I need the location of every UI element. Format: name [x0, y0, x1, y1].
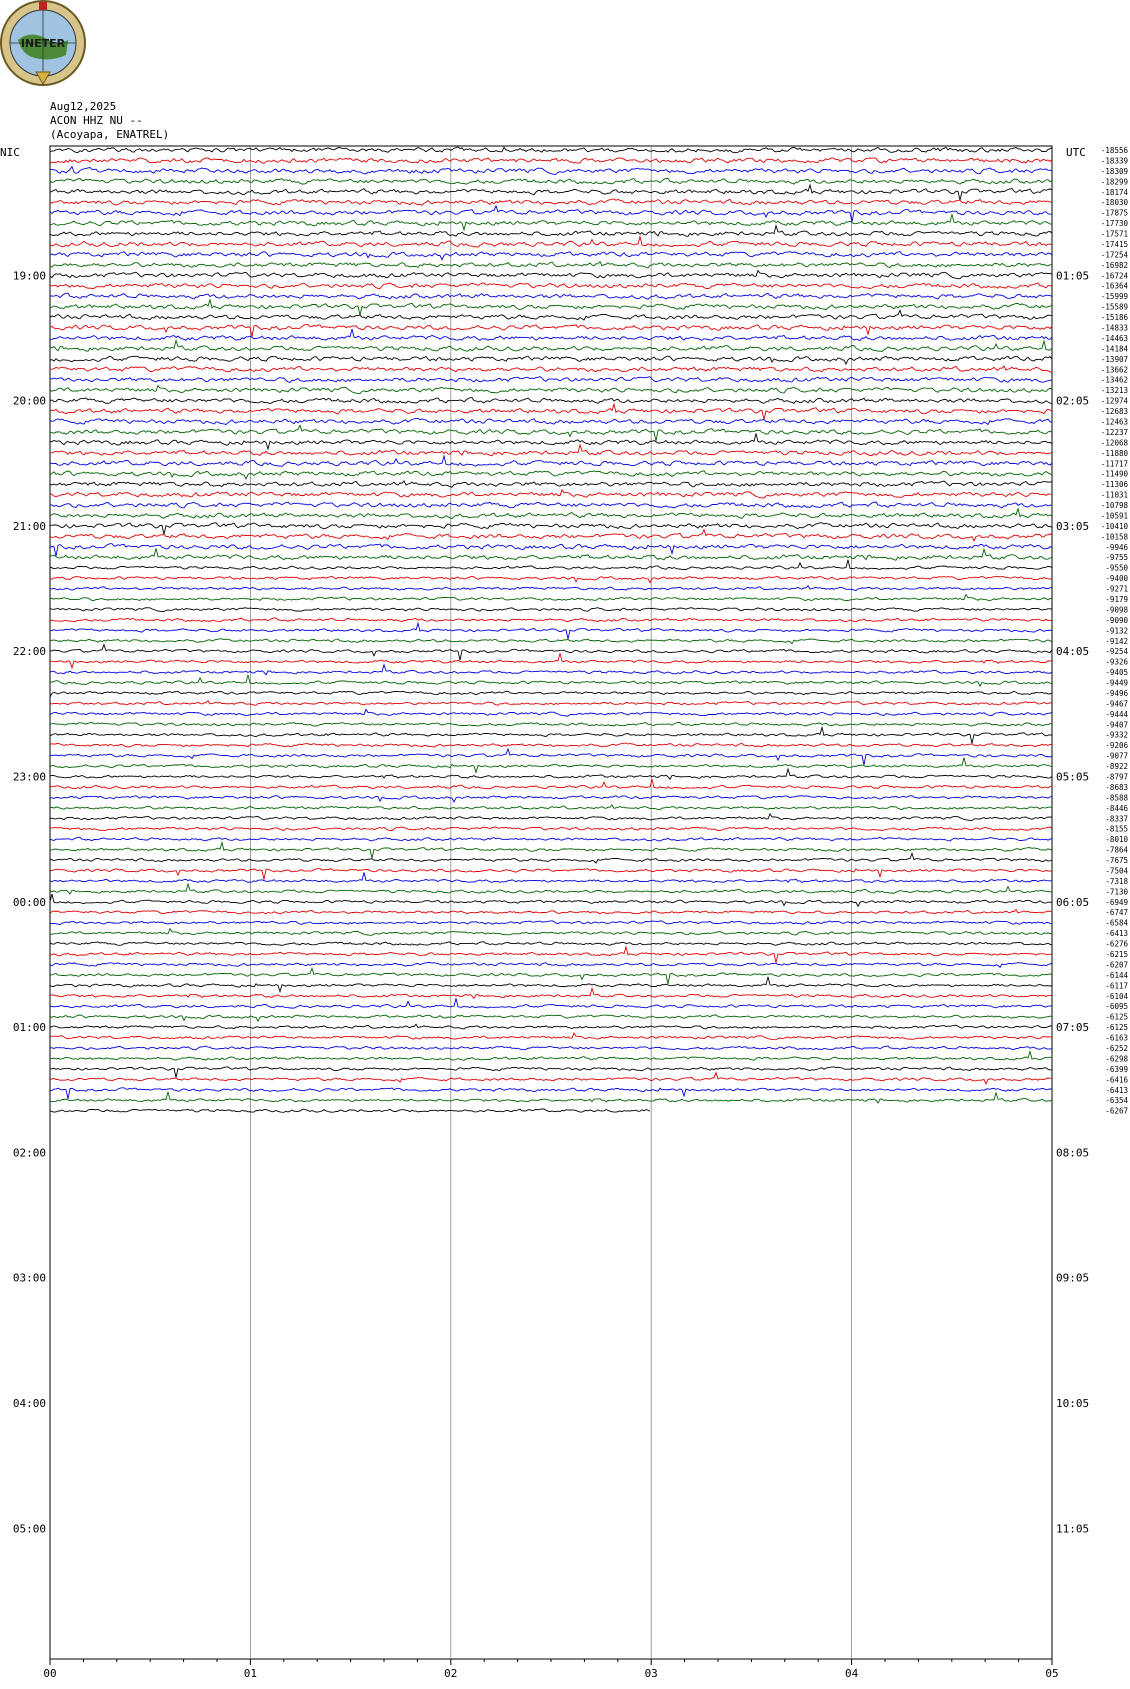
seismic-trace — [50, 977, 1052, 992]
seismic-trace — [50, 595, 1052, 601]
utc-hour-label: 07:05 — [1056, 1021, 1090, 1035]
seismic-trace — [50, 530, 1052, 541]
seismic-trace — [50, 618, 1052, 622]
seismic-trace — [50, 324, 1052, 336]
seismic-trace — [50, 728, 1052, 744]
trace-offset-label: -14833 — [1100, 323, 1128, 333]
trace-offset-label: -6125 — [1105, 1023, 1128, 1033]
seismic-trace — [50, 456, 1052, 466]
seismic-trace — [50, 1051, 1052, 1060]
nic-axis-title: NIC — [0, 146, 20, 159]
trace-offset-label: -6117 — [1105, 981, 1128, 991]
trace-offset-label: -6125 — [1105, 1012, 1128, 1022]
trace-offset-label: -12463 — [1100, 417, 1128, 427]
trace-offset-label: -9946 — [1105, 542, 1128, 552]
seismic-trace — [50, 158, 1052, 164]
trace-offset-label: -11306 — [1100, 480, 1128, 490]
trace-offset-label: -12237 — [1100, 427, 1128, 437]
utc-hour-label: 04:05 — [1056, 645, 1090, 659]
seismic-trace — [50, 560, 1052, 570]
seismic-trace — [50, 404, 1052, 419]
trace-offset-label: -6298 — [1105, 1054, 1128, 1064]
nic-hour-label: 20:00 — [12, 394, 46, 408]
x-tick-label: 04 — [844, 1667, 859, 1680]
seismic-trace — [50, 758, 1052, 773]
seismic-trace — [50, 523, 1052, 535]
trace-offset-label: -8010 — [1105, 835, 1128, 845]
seismic-trace — [50, 341, 1052, 352]
seismic-trace — [50, 988, 1052, 998]
footer-division — [20, 1672, 34, 1682]
trace-offset-label: -9332 — [1105, 730, 1128, 740]
utc-hour-label: 06:05 — [1056, 895, 1090, 909]
x-tick-label: 03 — [644, 1667, 658, 1680]
seismic-trace — [50, 398, 1052, 404]
x-tick-label: 02 — [444, 1667, 458, 1680]
trace-offset-label: -6416 — [1105, 1075, 1128, 1085]
seismic-trace — [50, 769, 1052, 779]
seismic-trace — [50, 1109, 650, 1112]
utc-hour-label: 09:05 — [1056, 1271, 1090, 1285]
seismic-trace — [50, 262, 1052, 268]
trace-offset-label: -14184 — [1100, 344, 1128, 354]
seismic-trace — [50, 178, 1052, 184]
trace-offset-label: -6747 — [1105, 908, 1128, 918]
seismic-trace — [50, 490, 1052, 498]
trace-offset-label: -6399 — [1105, 1064, 1128, 1074]
trace-offset-label: -9326 — [1105, 657, 1128, 667]
seismic-trace — [50, 1088, 1052, 1099]
trace-offset-label: -9077 — [1105, 751, 1128, 761]
trace-offset-label: -11717 — [1100, 459, 1128, 469]
trace-offset-label: -17730 — [1100, 219, 1128, 229]
seismic-trace — [50, 968, 1052, 984]
seismic-trace — [50, 843, 1052, 859]
seismic-trace — [50, 853, 1052, 863]
seismic-trace — [50, 481, 1052, 487]
trace-offset-label: -7504 — [1105, 866, 1128, 876]
trace-offset-label: -6104 — [1105, 991, 1128, 1001]
date-label: Aug12,2025 — [50, 100, 117, 113]
trace-offset-label: -6207 — [1105, 960, 1128, 970]
seismic-trace — [50, 805, 1052, 810]
utc-hour-label: 05:05 — [1056, 770, 1090, 784]
trace-offset-label: -7318 — [1105, 876, 1128, 886]
seismic-trace — [50, 214, 1052, 230]
utc-hour-label: 11:05 — [1056, 1522, 1090, 1536]
seismic-trace — [50, 827, 1052, 831]
trace-offset-label: -6252 — [1105, 1043, 1128, 1053]
seismic-trace — [50, 947, 1052, 963]
seismic-trace — [50, 586, 1052, 591]
trace-offset-label: -9206 — [1105, 741, 1128, 751]
seismic-trace — [50, 147, 1052, 153]
nic-hour-label: 23:00 — [12, 770, 46, 784]
trace-offset-label: -9496 — [1105, 688, 1128, 698]
trace-offset-label: -18556 — [1100, 146, 1128, 155]
trace-offset-label: -17571 — [1100, 229, 1128, 239]
trace-offset-label: -9444 — [1105, 709, 1128, 719]
seismic-trace — [50, 709, 1052, 716]
nic-hour-label: 04:00 — [12, 1397, 46, 1410]
seismic-trace — [50, 434, 1052, 450]
seismic-trace — [50, 942, 1052, 946]
trace-offset-label: -6354 — [1105, 1096, 1128, 1106]
trace-offset-label: -16982 — [1100, 260, 1128, 270]
seismic-trace — [50, 623, 1052, 639]
seismic-trace — [50, 300, 1052, 315]
trace-offset-label: -18339 — [1100, 156, 1128, 166]
trace-offset-label: -17875 — [1100, 208, 1128, 218]
trace-offset-label: -8155 — [1105, 824, 1128, 834]
trace-offset-label: -10410 — [1100, 521, 1128, 531]
utc-hour-label: 01:05 — [1056, 269, 1090, 283]
seismic-trace — [50, 675, 1052, 686]
seismic-trace — [50, 963, 1052, 968]
trace-offset-label: -6215 — [1105, 950, 1128, 960]
nic-hour-label: 02:00 — [12, 1146, 46, 1160]
nic-hour-label: 21:00 — [12, 519, 46, 533]
trace-offset-label: -9550 — [1105, 563, 1128, 573]
trace-offset-label: -13662 — [1100, 365, 1128, 375]
trace-offset-label: -9467 — [1105, 699, 1128, 709]
trace-offset-label: -16364 — [1100, 281, 1128, 291]
x-tick-label: 01 — [243, 1667, 258, 1680]
seismic-trace — [50, 445, 1052, 456]
seismic-trace — [50, 645, 1052, 661]
seismic-trace — [50, 921, 1052, 925]
trace-offset-label: -18030 — [1100, 198, 1128, 208]
trace-offset-label: -6095 — [1105, 1002, 1128, 1012]
trace-offset-label: -8683 — [1105, 782, 1128, 792]
trace-offset-label: -9407 — [1105, 720, 1128, 730]
trace-offset-label: -7675 — [1105, 856, 1128, 866]
utc-axis-title: UTC — [1066, 146, 1086, 159]
x-tick-label: 05 — [1045, 1667, 1059, 1680]
trace-offset-label: -6144 — [1105, 970, 1128, 980]
seismic-trace — [50, 608, 1052, 612]
utc-hour-label: 02:05 — [1056, 394, 1090, 408]
trace-offset-label: -17254 — [1100, 250, 1128, 260]
seismic-trace — [50, 283, 1052, 289]
seismic-trace — [50, 206, 1052, 222]
trace-offset-label: -15186 — [1100, 313, 1128, 323]
trace-offset-label: -8588 — [1105, 793, 1128, 803]
seismic-trace — [50, 329, 1052, 341]
trace-offset-label: -18309 — [1100, 166, 1128, 176]
trace-offset-label: -18174 — [1100, 187, 1128, 197]
seismic-trace — [50, 837, 1052, 841]
seismic-trace — [50, 471, 1052, 479]
utc-hour-label: 10:05 — [1056, 1397, 1090, 1410]
seismic-trace — [50, 909, 1052, 913]
seismic-trace — [50, 226, 1052, 237]
trace-offset-label: -9449 — [1105, 678, 1128, 688]
trace-offset-label: -9179 — [1105, 594, 1128, 604]
seismic-trace — [50, 779, 1052, 789]
seismic-trace — [50, 1033, 1052, 1040]
seismic-trace — [50, 1046, 1052, 1050]
trace-offset-label: -11031 — [1100, 490, 1128, 500]
seismic-trace — [50, 1092, 1052, 1103]
trace-offset-label: -6584 — [1105, 918, 1128, 928]
trace-offset-label: -16724 — [1100, 271, 1128, 281]
seismic-trace — [50, 701, 1052, 706]
seismic-trace — [50, 271, 1052, 279]
trace-offset-label: -13462 — [1100, 375, 1128, 385]
trace-offset-label: -13213 — [1100, 386, 1128, 396]
seismic-trace — [50, 377, 1052, 383]
trace-offset-label: -10158 — [1100, 532, 1128, 542]
trace-offset-label: -10798 — [1100, 501, 1128, 511]
trace-offset-label: -8446 — [1105, 803, 1128, 813]
utc-hour-label: 03:05 — [1056, 519, 1090, 533]
nic-hour-label: 01:00 — [12, 1021, 46, 1035]
trace-offset-label: -8337 — [1105, 814, 1128, 824]
trace-offset-label: -9132 — [1105, 626, 1128, 636]
trace-offset-label: -9400 — [1105, 574, 1128, 584]
utc-hour-label: 08:05 — [1056, 1146, 1090, 1160]
trace-offset-label: -9405 — [1105, 668, 1128, 678]
trace-offset-label: -8797 — [1105, 772, 1128, 782]
seismic-trace — [50, 185, 1052, 200]
trace-offset-label: -9271 — [1105, 584, 1128, 594]
seismic-trace — [50, 796, 1052, 802]
trace-offset-label: -17415 — [1100, 239, 1128, 249]
seismic-trace — [50, 665, 1052, 675]
seismic-trace — [50, 653, 1052, 668]
seismic-trace — [50, 366, 1052, 372]
seismic-trace — [50, 929, 1052, 936]
trace-offset-label: -15999 — [1100, 292, 1128, 302]
seismic-trace — [50, 293, 1052, 299]
seismic-trace — [50, 873, 1052, 883]
trace-offset-label: -15589 — [1100, 302, 1128, 312]
nic-hour-label: 22:00 — [12, 645, 46, 659]
seismic-trace — [50, 548, 1052, 560]
seismic-trace — [50, 814, 1052, 821]
trace-offset-label: -6413 — [1105, 1085, 1128, 1095]
seismic-trace — [50, 691, 1052, 697]
trace-offset-label: -11880 — [1100, 448, 1128, 458]
seismic-trace — [50, 509, 1052, 519]
trace-offset-label: -12974 — [1100, 396, 1128, 406]
nic-hour-label: 19:00 — [12, 269, 46, 283]
trace-offset-label: -6163 — [1105, 1033, 1128, 1043]
seismic-trace — [50, 252, 1052, 260]
nic-hour-label: 03:00 — [12, 1271, 46, 1285]
trace-offset-label: -18299 — [1100, 177, 1128, 187]
trace-offset-label: -14463 — [1100, 333, 1128, 343]
trace-offset-label: -6276 — [1105, 939, 1128, 949]
seismic-trace — [50, 544, 1052, 557]
nic-hour-label: 05:00 — [12, 1522, 46, 1536]
seismic-trace — [50, 310, 1052, 320]
seismic-trace — [50, 722, 1052, 726]
seismic-trace — [50, 869, 1052, 880]
seismic-trace — [50, 199, 1052, 205]
trace-offset-label: -12068 — [1100, 438, 1128, 448]
seismic-trace — [50, 385, 1052, 393]
seismic-trace — [50, 167, 1052, 175]
trace-offset-label: -9090 — [1105, 615, 1128, 625]
seismic-trace — [50, 356, 1052, 364]
trace-offset-label: -7130 — [1105, 887, 1128, 897]
station-label: ACON HHZ NU -- — [50, 114, 143, 127]
trace-offset-label: -6949 — [1105, 897, 1128, 907]
seismic-trace — [50, 1067, 1052, 1078]
trace-offset-label: -9755 — [1105, 553, 1128, 563]
seismic-trace — [50, 743, 1052, 747]
seismic-trace — [50, 1073, 1052, 1084]
trace-offset-label: -12683 — [1100, 407, 1128, 417]
seismic-trace — [50, 576, 1052, 582]
seismic-trace — [50, 998, 1052, 1008]
seismic-trace — [50, 894, 1052, 906]
seismic-trace — [50, 1024, 1052, 1029]
seismic-trace — [50, 639, 1052, 644]
logo-text: INETER — [20, 37, 66, 50]
seismic-trace — [50, 425, 1052, 441]
nic-hour-label: 00:00 — [12, 895, 46, 909]
seismic-trace — [50, 418, 1052, 424]
trace-offset-label: -9142 — [1105, 636, 1128, 646]
seismic-trace — [50, 502, 1052, 508]
trace-offset-label: -9254 — [1105, 647, 1128, 657]
trace-offset-label: -6413 — [1105, 929, 1128, 939]
seismic-trace — [50, 237, 1052, 247]
seismic-trace — [50, 749, 1052, 765]
x-tick-label: 00 — [43, 1667, 57, 1680]
seismic-trace — [50, 1015, 1052, 1021]
trace-offset-label: -7864 — [1105, 845, 1128, 855]
trace-offset-label: -11490 — [1100, 469, 1128, 479]
seismic-trace — [50, 884, 1052, 894]
trace-offset-label: -6267 — [1105, 1106, 1128, 1116]
trace-offset-label: -9098 — [1105, 605, 1128, 615]
trace-offset-label: -8922 — [1105, 762, 1128, 772]
trace-offset-label: -10591 — [1100, 511, 1128, 521]
location-label: (Acoyapa, ENATREL) — [50, 128, 170, 141]
trace-offset-label: -13907 — [1100, 354, 1128, 364]
